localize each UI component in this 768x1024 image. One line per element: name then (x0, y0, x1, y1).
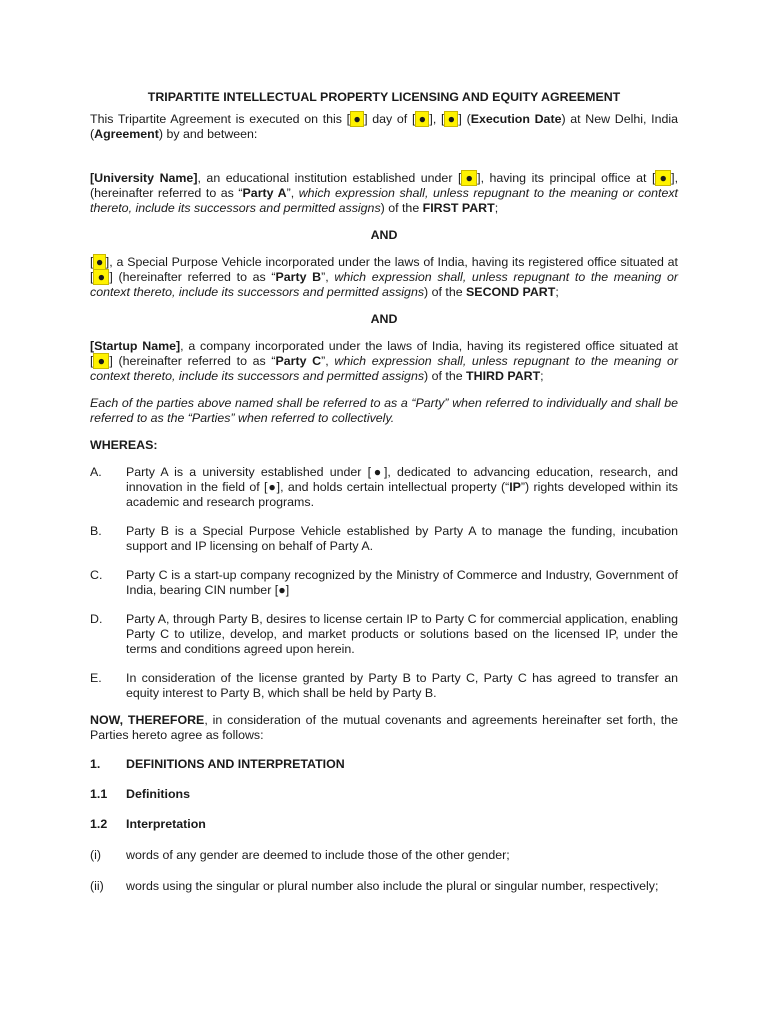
recital-a: A. Party A is a university established under [●], dedicated to advancing education, research, and innovation in the field of [●], and holds certain intellectual property (“IP”) rights developed within its academic and research programs. (90, 465, 678, 509)
recital-d: D. Party A, through Party B, desires to license certain IP to Party C for commercial application, enabling Party C to utilize, develop, and market products or solutions based on the licensed IP, under the terms and conditions agreed upon herein. (90, 612, 678, 656)
now-therefore-paragraph: NOW, THEREFORE, in consideration of the mutual covenants and agreements hereinafter set forth, the Parties hereto agree as follows: (90, 713, 678, 742)
recital-label: B. (90, 524, 102, 538)
recital-e: E. In consideration of the license granted by Party B to Party C, Party C has agreed to transfer an equity interest to Party B, which shall be held by Party B. (90, 671, 678, 700)
agreement-term: Agreement (94, 127, 159, 141)
and-separator-1: AND (370, 228, 398, 242)
placeholder-registered-office-b[interactable]: ● (95, 270, 108, 284)
execution-date-term: Execution Date (470, 112, 562, 126)
recital-label: D. (90, 612, 103, 626)
recital-label: E. (90, 671, 102, 685)
university-name: [University Name] (90, 171, 198, 185)
section-1-1-heading: 1.1 Definitions (90, 787, 191, 801)
whereas-heading: WHEREAS: (90, 438, 158, 452)
parties-note: Each of the parties above named shall be referred to as a “Party” when referred to individually and shall be referred to as the “Parties” when referred to collectively. (90, 396, 678, 425)
intro-paragraph: This Tripartite Agreement is executed on this [ ● ] day of [ ● ], [ ● ] (Execution Date) at New Delhi, India (Agreement) by and between: (90, 112, 679, 141)
party-b-paragraph: [ ● ], a Special Purpose Vehicle incorporated under the laws of India, having its registered office situated at [ ● ] (hereinafter referred to as “Party B”, which expression shall, unless repugnant to the meaning or context thereto, include its successors and permitted assigns) of the SECOND PART; (90, 255, 679, 299)
party-c-paragraph: [Startup Name], a company incorporated under the laws of India, having its registered office situated at [ ● ] (hereinafter referred to as “Party C”, which expression shall, unless repugnant to the meaning or context thereto, include its successors and permitted assigns) of the THIRD PART; (90, 339, 679, 383)
document-page (90, 90, 678, 894)
party-a-paragraph: [University Name], an educational institution established under [ ● ], having its principal office at [ ● ], (hereinafter referred to as “Party A”, which expression shall, unless repugnant to the meaning or context thereto, include its successors and permitted assigns) of the FIRST PART; (90, 171, 679, 215)
placeholder-spv-name[interactable]: ● (95, 255, 104, 269)
recital-b: B. Party B is a Special Purpose Vehicle established by Party A to manage the funding, incubation support and IP licensing on behalf of Party A. (90, 524, 678, 553)
section-1-2-heading: 1.2 Interpretation (90, 817, 206, 831)
placeholder-registered-office-c[interactable]: ● (95, 354, 108, 368)
placeholder-year[interactable]: ● (446, 112, 457, 126)
section-1-heading: 1. DEFINITIONS AND INTERPRETATION (90, 757, 345, 771)
startup-name: [Startup Name] (90, 339, 181, 353)
placeholder-day[interactable]: ● (352, 112, 363, 126)
interpretation-item-i: (i) words of any gender are deemed to include those of the other gender; (90, 848, 510, 862)
placeholder-principal-office[interactable]: ● (657, 171, 670, 185)
recital-c: C. Party C is a start-up company recognized by the Ministry of Commerce and Industry, Government of India, bearing CIN number [●] (90, 568, 678, 597)
interpretation-item-ii: (ii) words using the singular or plural number also include the plural or singular number, respectively; (90, 879, 659, 893)
recital-label: A. (90, 465, 102, 479)
placeholder-established-under[interactable]: ● (463, 171, 476, 185)
placeholder-month[interactable]: ● (417, 112, 428, 126)
and-separator-2: AND (370, 312, 398, 326)
document-title: TRIPARTITE INTELLECTUAL PROPERTY LICENSING AND EQUITY AGREEMENT (147, 90, 621, 104)
recital-label: C. (90, 568, 103, 582)
